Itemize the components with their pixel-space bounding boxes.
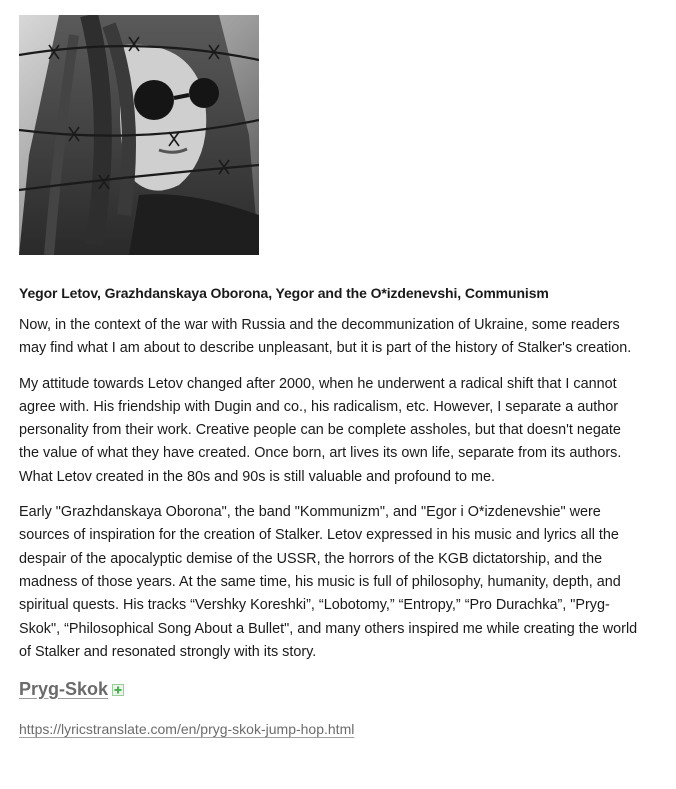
portrait-photo	[19, 15, 259, 255]
song-row	[19, 677, 639, 701]
paragraph-inspiration: Early "Grazhdanskaya Oborona", the band "Kommunizm", and "Egor i O*izdenevshie" were sources of inspiration for the creation of Stalker. Letov expressed in his music and lyrics all the despair of the apocalyptic demise of the USSR, the horrors of the KGB dictatorship, and the madness of those years. At the same time, his music is full of philosophy, humanity, depth, and spiritual quests. His tracks “Vershky Koreshki”, “Lobotomy,” “Entropy,” “Pro Durachka”, "Pryg-Skok", “Philosophical Song About a Bullet", and many others inspired me while creating the world of Stalker and resonated strongly with its story.	[19, 504, 638, 660]
expand-plus-icon[interactable]	[112, 683, 124, 695]
song-title-link[interactable]: Pryg-Skok	[19, 678, 109, 699]
paragraph-context: Now, in the context of the war with Russia and the decommunization of Ukraine, some readers may find what I am about to describe unpleasant, but it is part of the history of Stalker's creation.	[19, 317, 632, 357]
lyrics-translate-link[interactable]: https://lyricstranslate.com/en/pryg-skok-jump-hop.html	[19, 721, 355, 738]
section-heading: Yegor Letov, Grazhdanskaya Oborona, Yegor and the O*izdenevshi, Communism	[19, 285, 549, 301]
article	[19, 15, 639, 737]
paragraph-attitude: My attitude towards Letov changed after 2000, when he underwent a radical shift that I cannot agree with. His friendship with Dugin and co., his radicalism, etc. However, I separate a author personality from their work. Creative people can be complete assholes, but that doesn't negate the value of what they have created. Once born, art lives its own life, separate from its authors. What Letov created in the 80s and 90s is still valuable and profound to me.	[19, 375, 622, 485]
